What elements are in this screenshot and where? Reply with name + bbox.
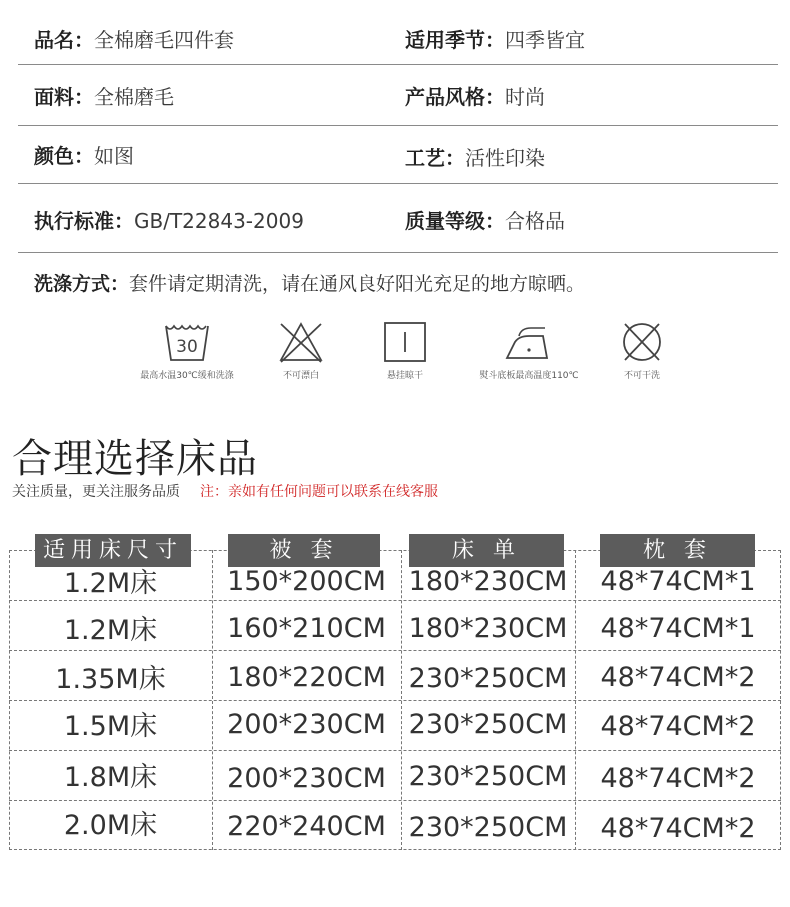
- spec-key: 产品风格：: [405, 85, 505, 109]
- table-cell-duvet: 220*240CM: [227, 811, 386, 842]
- table-cell-bed: 1.8M床: [63, 762, 158, 793]
- table-cell-bed: 2.0M床: [63, 810, 158, 841]
- table-cell-pillowcase: 48*74CM*2: [600, 662, 756, 693]
- table-cell-bed: 1.5M床: [63, 711, 158, 742]
- row-divider: [9, 750, 781, 751]
- spec-value: 活性印染: [465, 146, 545, 170]
- care-no-dry-clean: [567, 318, 717, 382]
- spec-key: 适用季节：: [405, 28, 505, 52]
- spec-key: 颜色：: [34, 144, 94, 168]
- spec-row-4: [18, 209, 778, 253]
- row-divider: [9, 650, 781, 651]
- spec-style: [405, 85, 545, 109]
- table-cell-duvet: 160*210CM: [227, 613, 386, 644]
- table-cell-pillowcase: 48*74CM*2: [600, 763, 756, 794]
- spec-key: 工艺：: [405, 146, 465, 170]
- wash-30-icon: [162, 318, 212, 364]
- spec-key: 面料：: [34, 85, 94, 109]
- tub-number: 30: [176, 337, 198, 357]
- table-cell-pillowcase: 48*74CM*2: [600, 711, 756, 742]
- spec-fabric: [34, 85, 174, 109]
- spec-value: GB/T22843-2009: [134, 209, 304, 233]
- table-cell-bed: 1.2M床: [63, 568, 158, 599]
- table-cell-duvet: 150*200CM: [227, 566, 386, 597]
- row-divider: [9, 800, 781, 801]
- spec-color: [34, 144, 134, 168]
- no-bleach-icon: [276, 318, 326, 364]
- hang-dry-icon: [380, 318, 430, 364]
- spec-value: 时尚: [505, 85, 545, 109]
- spec-grade: [405, 209, 565, 233]
- wash-key: 洗涤方式：: [34, 273, 130, 295]
- section-title: 合理选择床品: [12, 436, 258, 482]
- header-duvet: 被 套: [228, 534, 380, 567]
- spec-season: [405, 28, 585, 52]
- spec-row-2: [18, 85, 778, 126]
- section-subtitle: [12, 483, 438, 501]
- spec-key: 品名：: [34, 28, 94, 52]
- spec-value: 如图: [94, 144, 134, 168]
- care-label: 不可漂白: [282, 371, 319, 381]
- table-cell-sheet: 230*250CM: [408, 709, 568, 740]
- table-cell-duvet: 180*220CM: [227, 662, 386, 693]
- table-cell-bed: 1.35M床: [55, 664, 166, 695]
- header-bed-size: 适用床尺寸: [35, 534, 191, 567]
- header-sheet: 床 单: [409, 534, 564, 567]
- spec-value: 全棉磨毛: [94, 85, 174, 109]
- spec-value: 四季皆宜: [505, 28, 585, 52]
- header-pillowcase: 枕 套: [600, 534, 755, 567]
- wash-instructions: [34, 272, 585, 296]
- spec-value: 全棉磨毛四件套: [94, 28, 234, 52]
- spec-key: 执行标准：: [34, 209, 134, 233]
- care-label: 最高水温30℃缓和洗涤: [140, 371, 234, 381]
- iron-icon: [501, 318, 557, 364]
- spec-key: 质量等级：: [405, 209, 505, 233]
- spec-value: 合格品: [505, 209, 565, 233]
- no-dry-clean-icon: [617, 318, 667, 364]
- spec-craft: [405, 146, 545, 170]
- table-cell-sheet: 230*250CM: [408, 812, 568, 843]
- care-label: 熨斗底板最高温度110℃: [479, 371, 579, 381]
- service-note: 注：亲如有任何问题可以联系在线客服: [200, 484, 438, 500]
- subtitle-text: 关注质量，更关注服务品质: [12, 484, 180, 500]
- spec-row-3: [18, 144, 778, 184]
- table-cell-sheet: 230*250CM: [408, 663, 568, 694]
- spec-row-1: [18, 28, 778, 65]
- table-cell-sheet: 230*250CM: [408, 761, 568, 792]
- table-cell-sheet: 180*230CM: [408, 613, 568, 644]
- table-cell-duvet: 200*230CM: [227, 709, 386, 740]
- table-cell-sheet: 180*230CM: [408, 566, 568, 597]
- table-cell-pillowcase: 48*74CM*1: [600, 613, 756, 644]
- table-cell-duvet: 200*230CM: [227, 763, 386, 794]
- size-table: [9, 538, 790, 850]
- row-divider: [9, 700, 781, 701]
- table-cell-bed: 1.2M床: [63, 615, 158, 646]
- wash-value: 套件请定期清洗，请在通风良好阳光充足的地方晾晒。: [129, 273, 586, 295]
- care-label: 悬挂晾干: [386, 371, 423, 381]
- care-label: 不可干洗: [623, 371, 660, 381]
- table-cell-pillowcase: 48*74CM*2: [600, 813, 756, 844]
- spec-name: [34, 28, 234, 52]
- table-cell-pillowcase: 48*74CM*1: [600, 566, 756, 597]
- spec-standard: [34, 209, 304, 233]
